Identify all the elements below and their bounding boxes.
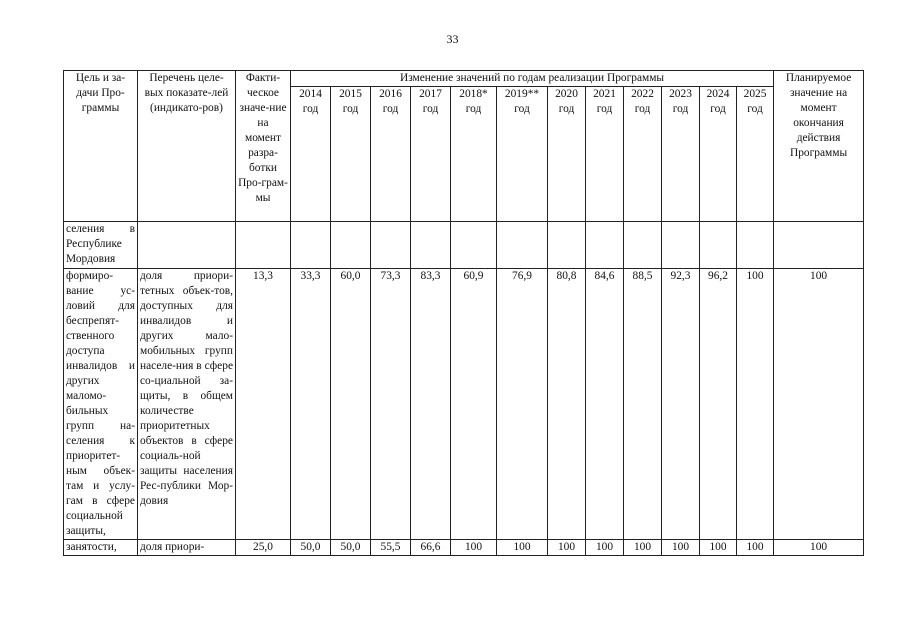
goal-cell: формиро-вание ус-ловий для беспрепят-ственного доступа инвалидов и других маломо-бильных групп на-селения к приоритет-ным объек-там и услу-гам в сфере социальной защиты,	[64, 269, 138, 540]
table-row	[64, 222, 864, 269]
year-value-cell: 60,0	[331, 269, 371, 540]
year-value-cell: 50,0	[291, 540, 331, 556]
header-planned-value: Планируемое значение на момент окончания действия Программы	[774, 71, 864, 222]
year-value-cell	[411, 222, 451, 269]
indicator-cell: доля приори-тетных объек-тов, доступных для инвалидов и других мало-мобильных групп населе-ния в сфере со-циальной за-щиты, в общем количестве приоритетных объектов в сфере социаль-ной защиты населения Рес-публики Мор-довия	[138, 269, 236, 540]
program-indicators-table	[63, 70, 864, 556]
year-value-cell	[586, 222, 624, 269]
year-value-cell	[371, 222, 411, 269]
header-year: 2021 год	[586, 87, 624, 222]
year-value-cell	[737, 222, 774, 269]
header-year: 2014 год	[291, 87, 331, 222]
year-value-cell: 76,9	[497, 269, 548, 540]
year-value-cell: 55,5	[371, 540, 411, 556]
indicator-cell: доля приори-	[138, 540, 236, 556]
header-year: 2022 год	[624, 87, 662, 222]
header-year: 2020 год	[548, 87, 586, 222]
header-year: 2019** год	[497, 87, 548, 222]
header-year: 2025 год	[737, 87, 774, 222]
year-value-cell	[497, 222, 548, 269]
page-number: 33	[446, 32, 459, 46]
planned-value-cell: 100	[774, 269, 864, 540]
goal-cell: занятости,	[64, 540, 138, 556]
planned-value-cell: 100	[774, 540, 864, 556]
header-actual-value: Факти-ческое значе-ние на момент разра-ботки Про-грам-мы	[236, 71, 291, 222]
year-value-cell: 100	[700, 540, 737, 556]
year-value-cell: 100	[624, 540, 662, 556]
year-value-cell: 84,6	[586, 269, 624, 540]
year-value-cell: 33,3	[291, 269, 331, 540]
header-year: 2016 год	[371, 87, 411, 222]
header-goal: Цель и за-дачи Про-граммы	[64, 71, 138, 222]
year-value-cell: 100	[548, 540, 586, 556]
header-yearly-change: Изменение значений по годам реализации Программы	[291, 71, 774, 87]
header-year: 2018* год	[451, 87, 497, 222]
year-value-cell: 73,3	[371, 269, 411, 540]
planned-value-cell	[774, 222, 864, 269]
header-year: 2015 год	[331, 87, 371, 222]
year-value-cell: 100	[737, 540, 774, 556]
indicator-cell	[138, 222, 236, 269]
year-value-cell: 60,9	[451, 269, 497, 540]
year-value-cell: 96,2	[700, 269, 737, 540]
year-value-cell: 80,8	[548, 269, 586, 540]
actual-value-cell: 13,3	[236, 269, 291, 540]
year-value-cell: 50,0	[331, 540, 371, 556]
year-value-cell: 100	[586, 540, 624, 556]
table-row	[64, 269, 864, 540]
year-value-cell: 100	[737, 269, 774, 540]
year-value-cell	[700, 222, 737, 269]
year-value-cell: 100	[497, 540, 548, 556]
header-year: 2017 год	[411, 87, 451, 222]
header-year: 2023 год	[662, 87, 700, 222]
header-indicators: Перечень целе-вых показате-лей (индикато-ров)	[138, 71, 236, 222]
year-value-cell	[548, 222, 586, 269]
goal-cell: селения в Республике Мордовия	[64, 222, 138, 269]
header-row-1	[64, 71, 864, 87]
year-value-cell: 92,3	[662, 269, 700, 540]
year-value-cell: 66,6	[411, 540, 451, 556]
year-value-cell	[451, 222, 497, 269]
actual-value-cell: 25,0	[236, 540, 291, 556]
year-value-cell: 100	[662, 540, 700, 556]
year-value-cell: 83,3	[411, 269, 451, 540]
header-year: 2024 год	[700, 87, 737, 222]
year-value-cell: 88,5	[624, 269, 662, 540]
year-value-cell	[291, 222, 331, 269]
year-value-cell	[331, 222, 371, 269]
year-value-cell	[624, 222, 662, 269]
year-value-cell: 100	[451, 540, 497, 556]
actual-value-cell	[236, 222, 291, 269]
year-value-cell	[662, 222, 700, 269]
table-row	[64, 540, 864, 556]
